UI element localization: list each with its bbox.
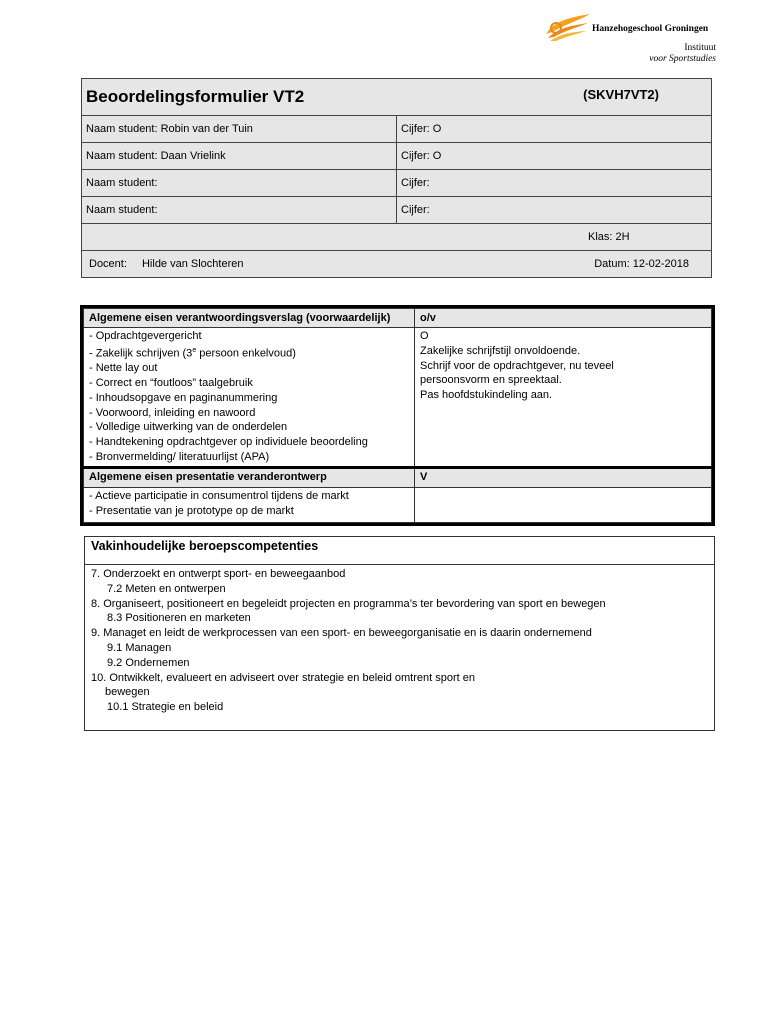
logo-institute: Instituut (684, 43, 716, 53)
competency-subitem: 7.2 Meten en ontwerpen (107, 582, 226, 595)
criterion: - Volledige uitwerking van de onderdelen (89, 421, 288, 434)
verslag-heading: Algemene eisen verantwoordingsverslag (voorwaardelijk) (84, 309, 415, 328)
docent-label: Docent: (89, 258, 127, 270)
student-name-4: Naam student: (82, 197, 397, 224)
feedback-line: Pas hoofdstukindeling aan. (420, 389, 553, 402)
student-name-3: Naam student: (82, 170, 397, 197)
klas-label: Klas: 2H (588, 231, 630, 243)
feedback-line: O (420, 330, 429, 342)
assessment-header-table (81, 78, 712, 278)
student-grade-3: Cijfer: (397, 170, 712, 197)
feedback-line: persoonsvorm en spreektaal. (420, 374, 562, 387)
competency-subitem: 9.1 Managen (107, 641, 172, 654)
criterion: - Actieve participatie in consumentrol tijdens de markt (89, 489, 349, 502)
form-title-cell (82, 79, 712, 116)
criterion: - Zakelijk schrijven (3e persoon enkelvoud) (89, 346, 296, 360)
datum: Datum: 12-02-2018 (594, 258, 689, 270)
feedback-line: Zakelijke schrijfstijl onvoldoende. (420, 344, 581, 357)
verslag-result-heading: o/v (415, 309, 712, 328)
competencies-heading: Vakinhoudelijke beroepscompetenties (85, 537, 714, 565)
logo-institute-sub: voor Sportstudies (649, 54, 716, 64)
competency-subitem: 10.1 Strategie en beleid (107, 701, 224, 714)
criterion: - Handtekening opdrachtgever op individuele beoordeling (89, 436, 368, 449)
competency-item: 9. Managet en leidt de werkprocessen van een sport- en beweegorganisatie en is daarin ondernemend (91, 627, 592, 640)
form-title: Beoordelingsformulier VT2 (86, 87, 305, 106)
docent-name: Hilde van Slochteren (141, 258, 244, 270)
competency-item: 8. Organiseert, positioneert en begeleidt projecten en programma’s ter bevordering van sport en bewegen (91, 597, 606, 610)
requirements-table (80, 305, 715, 526)
presentatie-criteria (84, 487, 415, 522)
competency-item-continued: bewegen (105, 686, 150, 699)
criterion: - Opdrachtgevergericht (89, 330, 202, 342)
competency-item: 10. Ontwikkelt, evalueert en adviseert over strategie en beleid omtrent sport en (91, 671, 475, 684)
presentatie-result: V (415, 467, 712, 487)
student-grade-4: Cijfer: (397, 197, 712, 224)
criterion: - Presentatie van je prototype op de markt (89, 504, 294, 517)
student-grade-1: Cijfer: O (397, 116, 712, 143)
klas-cell (82, 224, 712, 251)
criterion: - Correct en “foutloos” taalgebruik (89, 377, 253, 390)
course-code: (SKVH7VT2) (583, 87, 659, 102)
competency-subitem: 8.3 Positioneren en marketen (107, 612, 251, 625)
competency-subitem: 9.2 Ondernemen (107, 656, 190, 669)
presentatie-heading: Algemene eisen presentatie veranderontwerp (84, 467, 415, 487)
criterion: - Bronvermelding/ literatuurlijst (APA) (89, 451, 270, 464)
competencies-list (85, 565, 714, 715)
verslag-feedback (415, 328, 712, 468)
student-name-1: Naam student: Robin van der Tuin (82, 116, 397, 143)
flame-logo-icon (544, 12, 592, 42)
criterion: - Voorwoord, inleiding en nawoord (89, 406, 256, 419)
presentatie-feedback (415, 487, 712, 522)
competencies-box (84, 536, 715, 731)
feedback-line: Schrijf voor de opdrachtgever, nu teveel (420, 359, 614, 372)
competency-item: 7. Onderzoekt en ontwerpt sport- en beweegaanbod (91, 568, 346, 580)
docent-datum-cell (82, 251, 712, 278)
criterion: - Inhoudsopgave en paginanummering (89, 391, 278, 404)
criterion: - Nette lay out (89, 362, 158, 375)
student-name-2: Naam student: Daan Vrielink (82, 143, 397, 170)
student-grade-2: Cijfer: O (397, 143, 712, 170)
verslag-criteria (84, 328, 415, 468)
institution-logo (544, 12, 724, 68)
logo-name: Hanzehogeschool Groningen (592, 24, 709, 34)
